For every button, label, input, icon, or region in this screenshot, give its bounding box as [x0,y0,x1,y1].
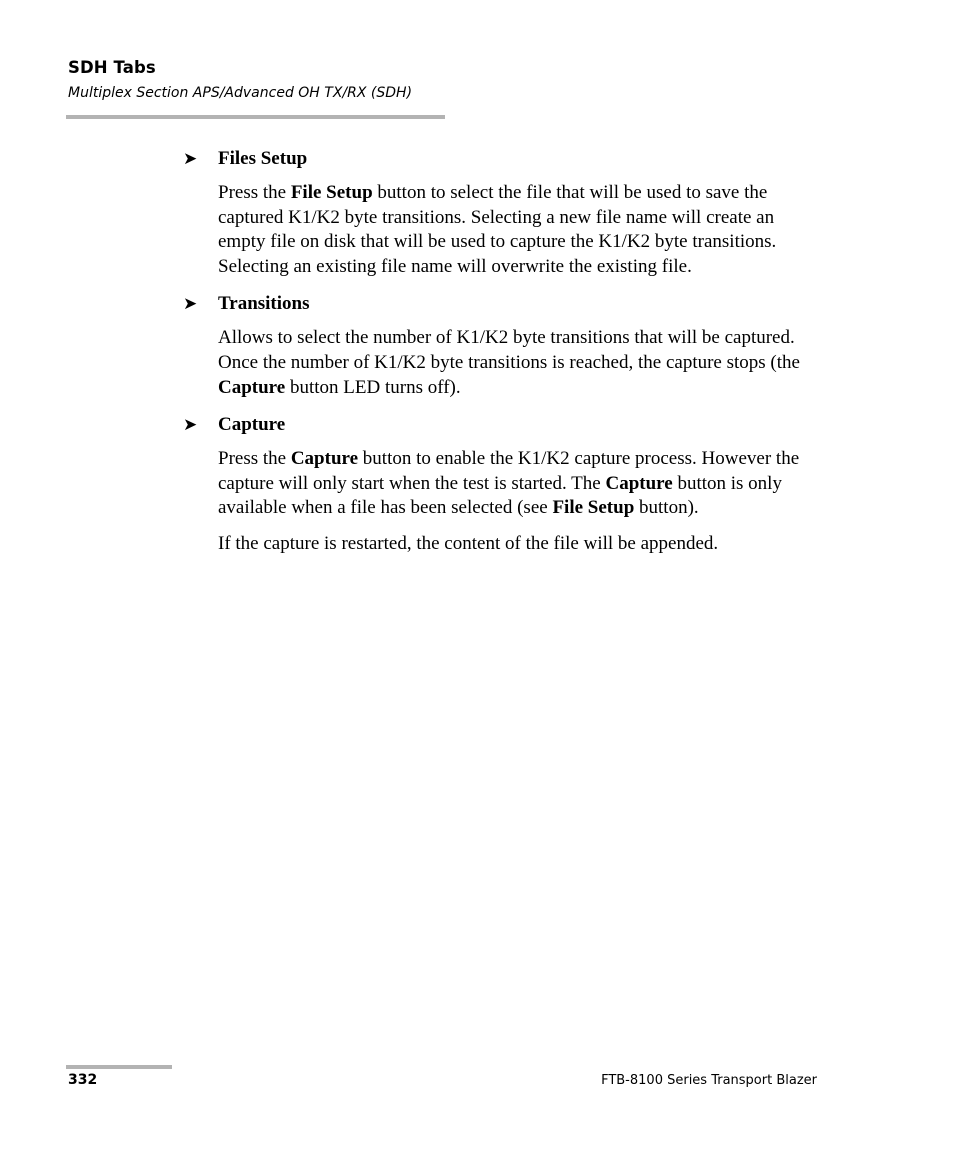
arrow-bullet-icon: ➤ [183,294,198,314]
item-heading [183,411,823,439]
text-run: button to select the file that will be used to save the captured K1/K2 byte transitions. Selecting a new file name will create an empty file on disk that will be used to capture the K1/K2 byte transitions. Selecting an existing file name will overwrite the existing file. [218,182,777,277]
text-run: button). [634,497,699,519]
item-heading-label: Capture [218,413,286,435]
section-subtitle: Multiplex Section APS/Advanced OH TX/RX (SDH) [68,85,413,101]
footer-divider [66,1065,172,1069]
arrow-bullet-icon: ➤ [183,149,198,168]
item-heading [183,145,823,173]
item-paragraph [218,532,823,557]
text-run: Allows to select the number of K1/K2 byte transitions that will be captured. Once the number of K1/K2 byte transitions is reached, the capture stops (the [218,327,800,373]
section-title: SDH Tabs [68,58,156,77]
text-run-bold: File Setup [552,497,635,519]
page-number: 332 [68,1072,98,1088]
text-run-bold: Capture [605,472,673,494]
text-run: Press the [218,448,291,470]
item-files-setup [183,145,823,279]
item-heading [183,290,823,318]
item-heading-label: Transitions [218,293,310,315]
item-paragraph [218,181,823,279]
item-paragraph [218,447,823,521]
arrow-bullet-icon: ➤ [183,415,198,435]
text-run-bold: Capture [290,448,359,470]
item-paragraph [218,326,823,400]
text-run-bold: Capture [218,376,286,398]
text-run-bold: File Setup [290,182,373,203]
item-transitions [183,290,823,400]
item-capture [183,411,823,556]
header-divider [66,115,445,119]
text-run: button is only available when a file has been selected (see [218,472,782,519]
page-header [68,57,412,103]
text-run: Press the [218,182,291,203]
text-run: button to enable the K1/K2 capture process. However the capture will only start when the test is started. The [218,448,800,494]
footer-doc-title: FTB-8100 Series Transport Blazer [601,1073,817,1088]
item-heading-label: Files Setup [218,147,308,169]
main-content [183,145,823,568]
text-run: If the capture is restarted, the content of the file will be appended. [218,532,719,554]
text-run: button LED turns off). [285,376,461,398]
